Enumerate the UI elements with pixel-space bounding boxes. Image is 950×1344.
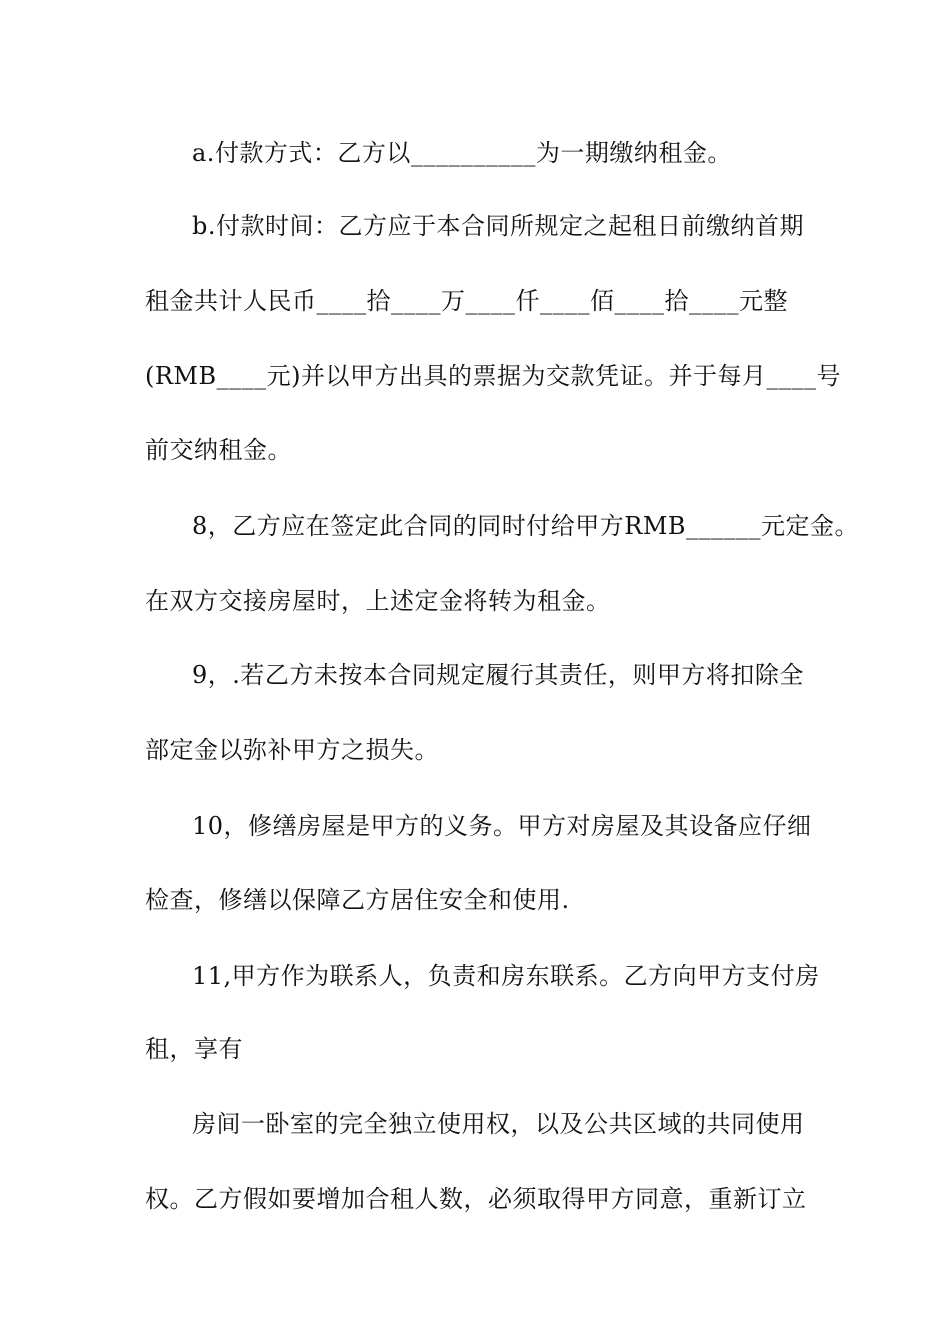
clause-11-contact-end: 租，享有	[145, 1035, 243, 1063]
clause-room-rights-cont: 权。乙方假如要增加合租人数，必须取得甲方同意，重新订立	[145, 1185, 807, 1213]
clause-8-deposit: 8，乙方应在签定此合同的同时付给甲方RMB______元定金。	[192, 512, 860, 540]
clause-10-repair-end: 检查，修缮以保障乙方居住安全和使用.	[145, 886, 570, 914]
clause-payment-time: b.付款时间：乙方应于本合同所规定之起租日前缴纳首期	[192, 212, 804, 240]
clause-11-contact: 11,甲方作为联系人，负责和房东联系。乙方向甲方支付房	[192, 962, 820, 990]
clause-payment-method: a.付款方式：乙方以__________为一期缴纳租金。	[192, 139, 732, 167]
clause-9-breach: 9，.若乙方未按本合同规定履行其责任，则甲方将扣除全	[192, 661, 804, 689]
clause-payment-time-amount: 租金共计人民币____拾____万____仟____佰____拾____元整	[145, 287, 788, 315]
clause-9-breach-end: 部定金以弥补甲方之损失。	[145, 736, 439, 764]
clause-payment-time-receipt: (RMB____元)并以甲方出具的票据为交款凭证。并于每月____号	[145, 362, 842, 390]
clause-10-repair: 10，修缮房屋是甲方的义务。甲方对房屋及其设备应仔细	[192, 812, 812, 840]
clause-room-rights: 房间一卧室的完全独立使用权，以及公共区域的共同使用	[192, 1110, 805, 1138]
clause-payment-time-end: 前交纳租金。	[145, 436, 292, 464]
clause-8-deposit-end: 在双方交接房屋时，上述定金将转为租金。	[145, 587, 611, 615]
